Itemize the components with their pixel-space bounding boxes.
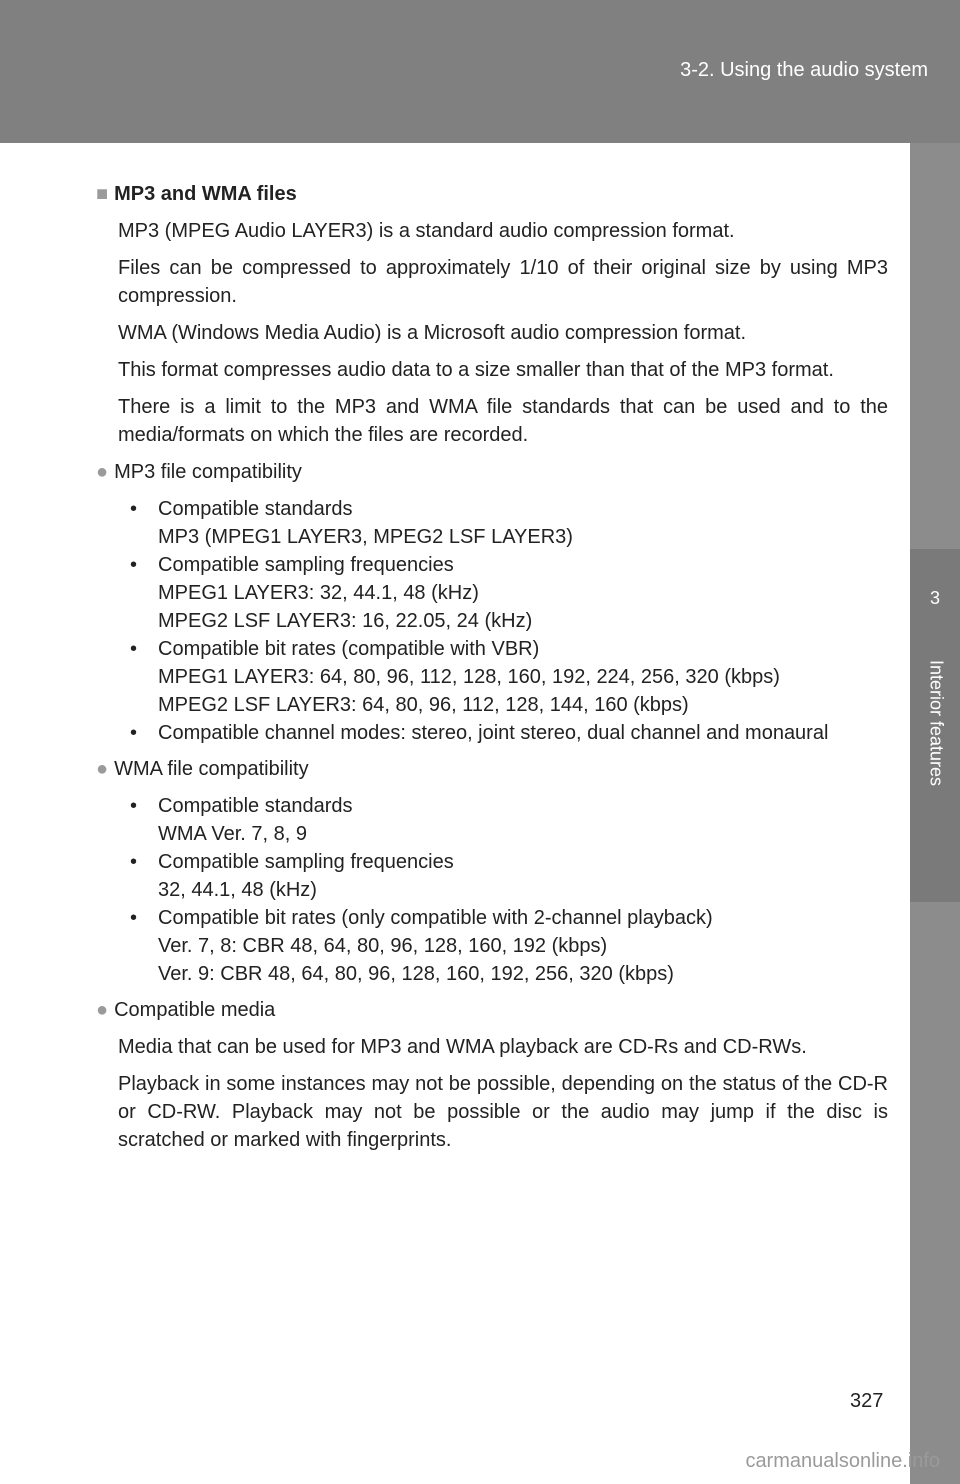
paragraph: There is a limit to the MP3 and WMA file standards that can be used and to the media/formats on which the files are recorded.	[118, 396, 888, 446]
paragraph: MP3 (MPEG Audio LAYER3) is a standard audio compression format.	[118, 220, 735, 242]
list-item: • Compatible sampling frequencies MPEG1 LAYER3: 32, 44.1, 48 (kHz) MPEG2 LSF LAYER3: 16, 22.05, 24 (kHz)	[130, 554, 533, 632]
chapter-label: Interior features	[926, 660, 947, 787]
list-item: • Compatible standards MP3 (MPEG1 LAYER3, MPEG2 LSF LAYER3)	[130, 498, 573, 548]
watermark: carmanualsonline.info	[745, 1450, 940, 1472]
paragraph: Media that can be used for MP3 and WMA playback are CD-Rs and CD-RWs.	[118, 1036, 807, 1058]
circle-bullet-icon: ●	[96, 461, 109, 483]
page-header	[0, 0, 960, 143]
side-tab-top	[910, 143, 960, 549]
wma-list	[118, 792, 888, 988]
paragraph: Playback in some instances may not be possible, depending on the status of the CD-R or CD-RW. Playback may not be possible or the audio may jump if the disc is scratched or marked with fingerprints.	[118, 1073, 888, 1151]
paragraph: WMA (Windows Media Audio) is a Microsoft audio compression format.	[118, 322, 746, 344]
header-title: 3-2. Using the audio system	[680, 59, 928, 81]
list-item: • Compatible bit rates (only compatible with 2-channel playback) Ver. 7, 8: CBR 48, 64, 80, 96, 128, 160, 192 (kbps) Ver. 9: CBR 48, 64, 80, 96, 128, 160, 192, 256, 320 (kbps)	[130, 907, 713, 985]
wma-heading: ● WMA file compatibility	[96, 758, 309, 780]
section-heading: ■ MP3 and WMA files	[96, 183, 297, 205]
list-item: • Compatible channel modes: stereo, joint stereo, dual channel and monaural	[130, 722, 829, 744]
paragraph: This format compresses audio data to a size smaller than that of the MP3 format.	[118, 359, 834, 381]
media-heading: ● Compatible media	[96, 999, 276, 1021]
list-item: • Compatible bit rates (compatible with VBR) MPEG1 LAYER3: 64, 80, 96, 112, 128, 160, 192, 224, 256, 320 (kbps) MPEG2 LSF LAYER3: 64, 80, 96, 112, 128, 144, 160 (kbps)	[130, 638, 780, 716]
mp3-list	[118, 495, 888, 747]
page-content	[96, 180, 888, 1163]
circle-bullet-icon: ●	[96, 999, 109, 1021]
side-tab-bottom	[910, 902, 960, 1484]
paragraph: Files can be compressed to approximately 1/10 of their original size by using MP3 compression.	[118, 257, 888, 307]
page-number: 327	[850, 1390, 884, 1412]
square-bullet-icon: ■	[96, 183, 109, 205]
list-item: • Compatible standards WMA Ver. 7, 8, 9	[130, 795, 353, 845]
chapter-number: 3	[929, 588, 940, 608]
circle-bullet-icon: ●	[96, 758, 109, 780]
list-item: • Compatible sampling frequencies 32, 44.1, 48 (kHz)	[130, 851, 454, 901]
mp3-heading: ● MP3 file compatibility	[96, 461, 302, 483]
